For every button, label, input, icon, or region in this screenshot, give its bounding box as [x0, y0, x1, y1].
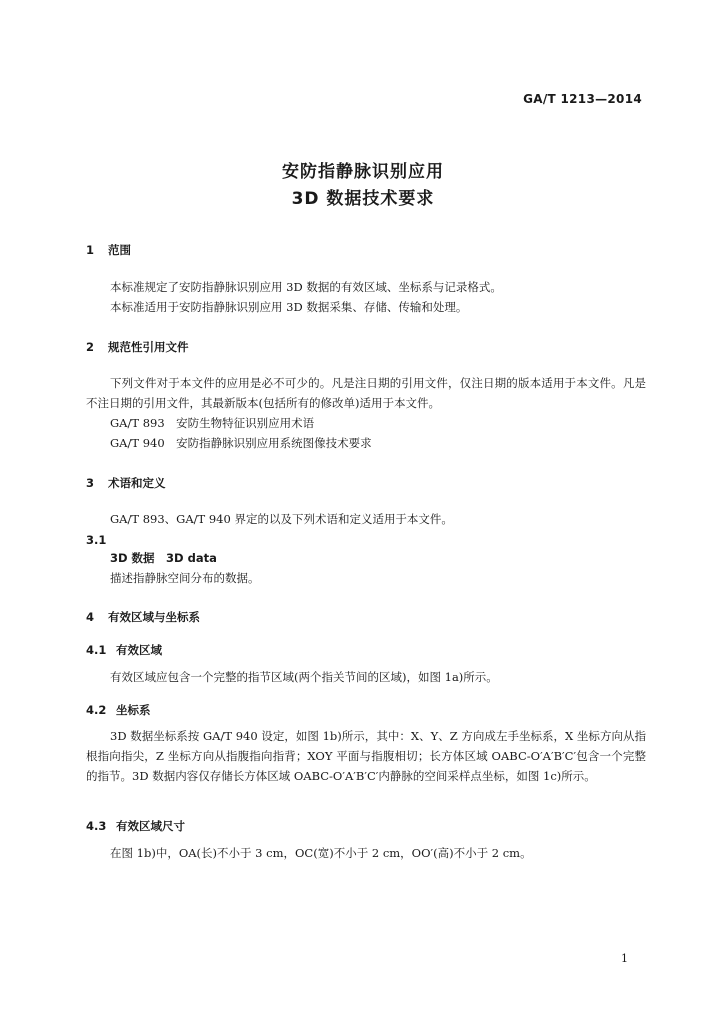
section-2-heading: [86, 339, 189, 355]
reference-ga-t-893: GA/T 893 安防生物特征识别应用术语: [110, 416, 315, 430]
section-title: 有效区域尺寸: [116, 819, 185, 833]
section-3-paragraph-1: GA/T 893、GA/T 940 界定的以及下列术语和定义适用于本文件。: [110, 512, 453, 526]
section-title: 术语和定义: [108, 476, 166, 490]
section-4-1-heading: [86, 642, 162, 658]
section-1-paragraph-1: 本标准规定了安防指静脉识别应用 3D 数据的有效区域、坐标系与记录格式。: [110, 280, 502, 294]
section-4-heading: [86, 609, 200, 625]
section-number: 4.2: [86, 703, 107, 717]
section-title: 范围: [108, 243, 131, 257]
section-1-heading: [86, 242, 131, 258]
document-title-line2: 3D 数据技术要求: [291, 189, 435, 209]
subsection-3-1-number: 3.1: [86, 533, 107, 547]
section-4-1-paragraph: 有效区域应包含一个完整的指节区域(两个指关节间的区域)，如图 1a)所示。: [110, 670, 498, 684]
section-4-3-heading: [86, 818, 185, 834]
section-3-heading: [86, 475, 166, 491]
standard-code: GA/T 1213—2014: [523, 92, 642, 106]
page-number: 1: [621, 952, 628, 965]
term-definition: 描述指静脉空间分布的数据。: [110, 571, 260, 585]
section-title: 坐标系: [116, 703, 151, 717]
section-number: 4: [86, 610, 95, 624]
section-number: 1: [86, 243, 95, 257]
section-number: 2: [86, 340, 95, 354]
section-title: 有效区域与坐标系: [108, 610, 200, 624]
section-number: 4.3: [86, 819, 107, 833]
document-title-line1: 安防指静脉识别应用: [282, 162, 444, 182]
section-number: 3: [86, 476, 95, 490]
section-4-2-paragraph: 3D 数据坐标系按 GA/T 940 设定，如图 1b)所示，其中：X、Y、Z 方向成左手坐标系，X 坐标方向从指根指向指尖，Z 坐标方向从指腹指向指背；XOY 平面与指腹相切；长方体区域 OABC-O′A′B′C′包含一个完整的指节。3D 数据内容仅存储长方体区域 OABC-O′A′B′C′内静脉的空间采样点坐标，如图 1c)所示。: [86, 729, 646, 783]
section-2-paragraph-1: 下列文件对于本文件的应用是必不可少的。凡是注日期的引用文件，仅注日期的版本适用于本文件。凡是不注日期的引用文件，其最新版本(包括所有的修改单)适用于本文件。: [86, 376, 646, 410]
section-4-2-heading: [86, 702, 151, 718]
section-number: 4.1: [86, 643, 107, 657]
section-4-3-paragraph: 在图 1b)中，OA(长)不小于 3 cm，OC(宽)不小于 2 cm，OO′(高)不小于 2 cm。: [110, 846, 532, 860]
section-title: 规范性引用文件: [108, 340, 189, 354]
section-title: 有效区域: [116, 643, 162, 657]
reference-ga-t-940: GA/T 940 安防指静脉识别应用系统图像技术要求: [110, 436, 372, 450]
section-1-paragraph-2: 本标准适用于安防指静脉识别应用 3D 数据采集、存储、传输和处理。: [110, 300, 468, 314]
term-3d-data: 3D 数据 3D data: [110, 551, 217, 565]
